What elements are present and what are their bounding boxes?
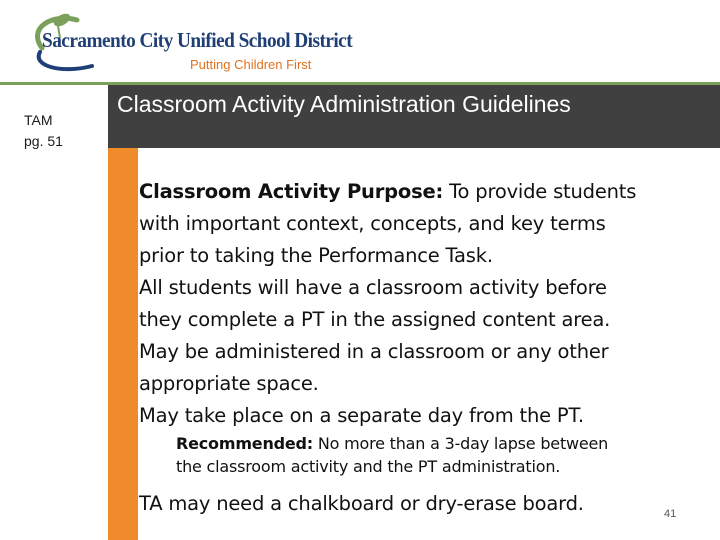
purpose-line-3: prior to taking the Performance Task. (139, 244, 493, 267)
separate-day-line: May take place on a separate day from the PT. (139, 404, 584, 427)
recommendation-text: No more than a 3-day lapse between (313, 434, 609, 453)
district-name: Sacramento City Unified School District (42, 28, 353, 52)
tam-reference (24, 110, 104, 152)
board-line: TA may need a chalkboard or dry-erase board. (139, 492, 584, 515)
tam-reference-line2: pg. 51 (24, 133, 63, 149)
all-students-line-2: they complete a PT in the assigned content area. (139, 308, 611, 331)
tam-reference-line1: TAM (24, 112, 53, 128)
administered-line-1: May be administered in a classroom or any other (139, 340, 609, 363)
purpose-label: Classroom Activity Purpose: (139, 180, 444, 203)
purpose-line-2: with important context, concepts, and key terms (139, 212, 606, 235)
recommendation-line-2: the classroom activity and the PT administration. (176, 457, 561, 476)
purpose-text: To provide students (443, 180, 637, 203)
slide-header (0, 0, 720, 84)
slide-title: Classroom Activity Administration Guidelines (117, 91, 571, 117)
administered-line-2: appropriate space. (139, 372, 319, 395)
recommendation-label: Recommended: (176, 434, 313, 453)
accent-column (108, 148, 138, 540)
recommendation-line-1 (176, 432, 699, 455)
slide-body (139, 176, 699, 520)
page-number: 41 (664, 508, 677, 520)
purpose-line-1 (139, 176, 699, 208)
recommendation (139, 432, 699, 478)
district-tagline: Putting Children First (190, 57, 312, 72)
all-students-line-1: All students will have a classroom activity before (139, 276, 607, 299)
